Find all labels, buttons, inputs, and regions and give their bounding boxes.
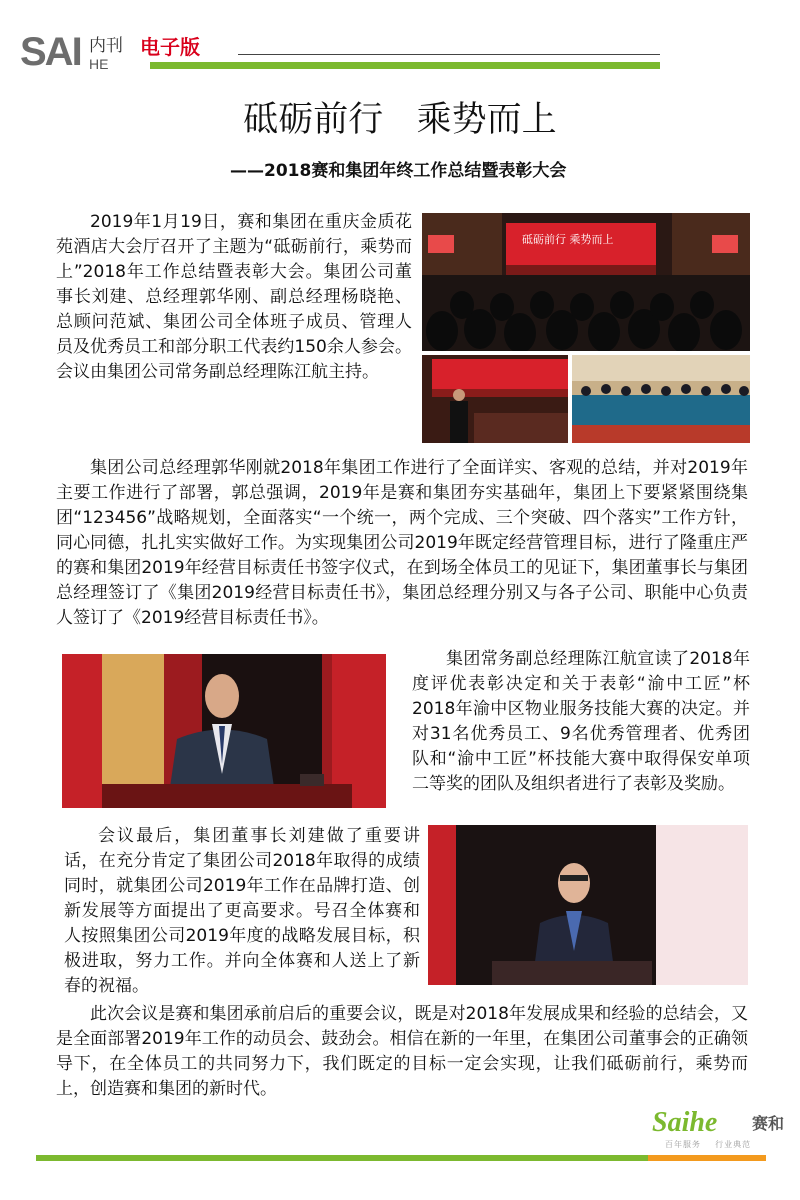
audience-photo [572, 355, 750, 443]
conference-hall-photo [422, 213, 750, 351]
chairman-speech-image [428, 825, 748, 985]
saihe-logo: Saihe [652, 1107, 718, 1138]
audience-image [572, 355, 750, 443]
footer-slogan: 百年服务 行业典范 [665, 1140, 752, 1149]
header-rule [238, 54, 660, 55]
article-paragraph-3: 集团常务副总经理陈江航宣读了2018年度评优表彰决定和关于表彰“渝中工匠”杯2018年渝中区物业服务技能大赛的决定。并对31名优秀员工、9名优秀管理者、优秀团队和“渝中工匠”杯技能大赛中取得保安单项二等奖的团队及组织者进行了表彰及奖励。 [412, 649, 750, 794]
article-subtitle: ——2018赛和集团年终工作总结暨表彰大会 [230, 161, 567, 181]
footer-orange-bar [648, 1155, 766, 1161]
header-green-bar [150, 62, 660, 69]
chairman-speech-photo [428, 825, 748, 985]
edition-label: 电子版 [140, 35, 200, 59]
article-paragraph-1: 2019年1月19日，赛和集团在重庆金质花苑酒店大会厅召开了主题为“砥砺前行，乘势而上”2018年工作总结暨表彰大会。集团公司董事长刘建、总经理郭华刚、副总经理杨晓艳、总顾问范斌、集团公司全体班子成员、管理人员及优秀员工和部分职工代表约150余人参会。会议由集团公司常务副总经理陈江航主持。 [56, 212, 412, 382]
article-paragraph-5: 此次会议是赛和集团承前启后的重要会议，既是对2018年发展成果和经验的总结会，又是全面部署2019年工作的动员会、鼓劲会。相信在新的一年里，在集团公司董事会的正确领导下，在全体员工的共同努力下，我们既定的目标一定会实现，让我们砥砺前行，乘势而上，创造赛和集团的新时代。 [56, 1004, 748, 1099]
he-label: HE [89, 56, 109, 72]
stage-banner-text: 砥砺前行 乘势而上 [522, 233, 614, 246]
neikan-label: 内刊 [89, 36, 123, 56]
podium-speech-image [422, 355, 568, 443]
footer-green-bar [36, 1155, 648, 1161]
sai-logo: SAI [20, 30, 81, 74]
conference-hall-image [422, 213, 750, 351]
podium-speech-photo [422, 355, 568, 443]
article-title: 砥砺前行 乘势而上 [243, 100, 557, 140]
article-paragraph-4: 会议最后，集团董事长刘建做了重要讲话，在充分肯定了集团公司2018年取得的成绩同时，就集团公司2019年工作在品牌打造、创新发展等方面提出了更高要求。号召全体赛和人按照集团公司2019年度的战略发展目标，积极进取，努力工作。并向全体赛和人送上了新春的祝福。 [64, 826, 420, 996]
vice-manager-speech-photo [62, 654, 386, 808]
article-paragraph-2: 集团公司总经理郭华刚就2018年集团工作进行了全面详实、客观的总结，并对2019年主要工作进行了部署，郭总强调，2019年是赛和集团夯实基础年，集团上下要紧紧围绕集团“123456”战略规划，全面落实“一个统一，两个完成、三个突破、四个落实”工作方针，同心同德，扎扎实实做好工作。为实现集团公司2019年既定经营管理目标，进行了隆重庄严的赛和集团2019年经营目标责任书签字仪式，在到场全体员工的见证下，集团董事长与集团总经理签订了《集团2019经营目标责任书》，集团总经理分别又与各子公司、职能中心负责人签订了《2019经营目标责任书》。 [56, 458, 748, 628]
vice-manager-speech-image [62, 654, 386, 808]
saihe-cn-label: 赛和 [752, 1114, 785, 1133]
